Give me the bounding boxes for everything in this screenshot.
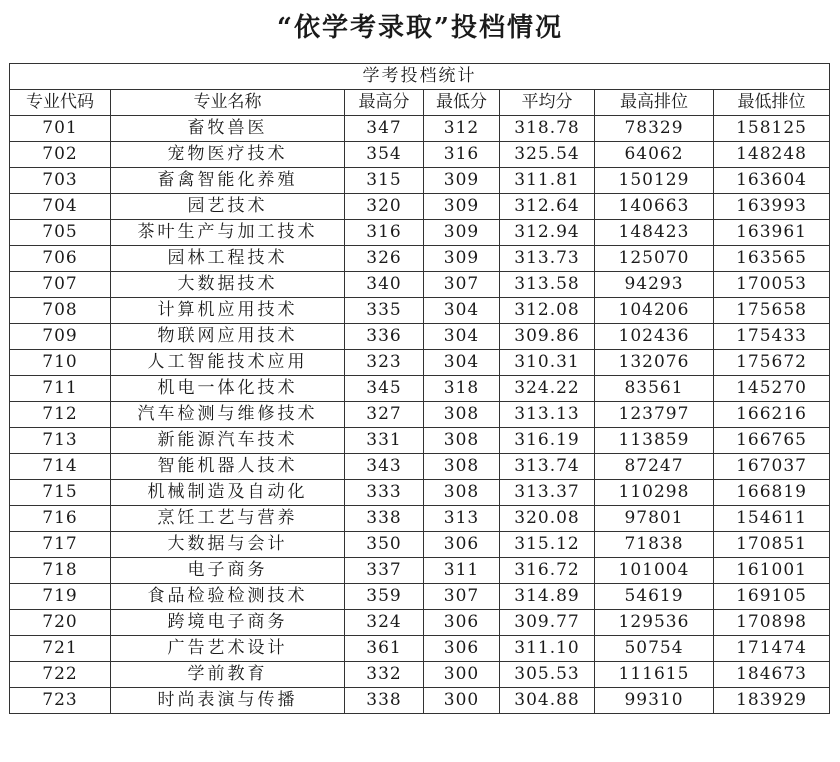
- min-score-cell: 309: [424, 194, 500, 220]
- table-row: [10, 610, 830, 636]
- max-score-cell: 327: [345, 402, 424, 428]
- avg-score-cell: 312.64: [500, 194, 595, 220]
- min-score-cell: 308: [424, 454, 500, 480]
- max-score-cell: 332: [345, 662, 424, 688]
- min-rank-cell: 145270: [714, 376, 830, 402]
- major-code-cell: 707: [10, 272, 111, 298]
- avg-score-cell: 315.12: [500, 532, 595, 558]
- min-score-cell: 307: [424, 584, 500, 610]
- major-code-cell: 718: [10, 558, 111, 584]
- avg-score-cell: 305.53: [500, 662, 595, 688]
- major-code-cell: 709: [10, 324, 111, 350]
- min-rank-cell: 170053: [714, 272, 830, 298]
- max-rank-cell: 129536: [595, 610, 714, 636]
- min-score-cell: 316: [424, 142, 500, 168]
- min-rank-cell: 183929: [714, 688, 830, 714]
- table-row: [10, 584, 830, 610]
- min-rank-cell: 166216: [714, 402, 830, 428]
- major-code-cell: 716: [10, 506, 111, 532]
- major-code-cell: 723: [10, 688, 111, 714]
- major-name-cell: 畜禽智能化养殖: [111, 168, 345, 194]
- min-score-cell: 308: [424, 402, 500, 428]
- min-rank-cell: 148248: [714, 142, 830, 168]
- min-score-cell: 308: [424, 428, 500, 454]
- major-name-cell: 物联网应用技术: [111, 324, 345, 350]
- table-row: [10, 142, 830, 168]
- max-score-cell: 347: [345, 116, 424, 142]
- min-rank-cell: 163604: [714, 168, 830, 194]
- avg-score-cell: 320.08: [500, 506, 595, 532]
- major-code-cell: 719: [10, 584, 111, 610]
- max-rank-cell: 78329: [595, 116, 714, 142]
- major-code-cell: 714: [10, 454, 111, 480]
- max-rank-cell: 125070: [595, 246, 714, 272]
- max-score-cell: 345: [345, 376, 424, 402]
- major-code-cell: 712: [10, 402, 111, 428]
- table-row: [10, 116, 830, 142]
- max-rank-cell: 132076: [595, 350, 714, 376]
- min-rank-cell: 171474: [714, 636, 830, 662]
- max-rank-cell: 101004: [595, 558, 714, 584]
- avg-score-cell: 314.89: [500, 584, 595, 610]
- max-score-cell: 338: [345, 506, 424, 532]
- max-rank-cell: 123797: [595, 402, 714, 428]
- major-name-cell: 畜牧兽医: [111, 116, 345, 142]
- table-row: [10, 480, 830, 506]
- table-row: [10, 428, 830, 454]
- major-code-cell: 711: [10, 376, 111, 402]
- max-rank-cell: 83561: [595, 376, 714, 402]
- major-code-cell: 721: [10, 636, 111, 662]
- avg-score-cell: 313.74: [500, 454, 595, 480]
- max-rank-cell: 71838: [595, 532, 714, 558]
- min-score-cell: 318: [424, 376, 500, 402]
- table-row: [10, 532, 830, 558]
- min-rank-cell: 154611: [714, 506, 830, 532]
- max-rank-cell: 148423: [595, 220, 714, 246]
- column-header-max-rank: 最高排位: [595, 90, 714, 116]
- max-rank-cell: 140663: [595, 194, 714, 220]
- table-row: [10, 688, 830, 714]
- min-score-cell: 300: [424, 662, 500, 688]
- min-rank-cell: 161001: [714, 558, 830, 584]
- avg-score-cell: 311.10: [500, 636, 595, 662]
- admission-score-table: [9, 63, 830, 714]
- major-code-cell: 715: [10, 480, 111, 506]
- major-name-cell: 园艺技术: [111, 194, 345, 220]
- avg-score-cell: 316.19: [500, 428, 595, 454]
- min-score-cell: 313: [424, 506, 500, 532]
- table-row: [10, 376, 830, 402]
- column-header-name: 专业名称: [111, 90, 345, 116]
- major-name-cell: 食品检验检测技术: [111, 584, 345, 610]
- max-score-cell: 316: [345, 220, 424, 246]
- major-name-cell: 广告艺术设计: [111, 636, 345, 662]
- major-name-cell: 时尚表演与传播: [111, 688, 345, 714]
- major-code-cell: 704: [10, 194, 111, 220]
- table-row: [10, 558, 830, 584]
- table-caption-row: [10, 64, 830, 90]
- max-rank-cell: 113859: [595, 428, 714, 454]
- column-header-avg-score: 平均分: [500, 90, 595, 116]
- avg-score-cell: 309.77: [500, 610, 595, 636]
- column-header-max-score: 最高分: [345, 90, 424, 116]
- avg-score-cell: 313.37: [500, 480, 595, 506]
- avg-score-cell: 304.88: [500, 688, 595, 714]
- major-code-cell: 710: [10, 350, 111, 376]
- major-code-cell: 701: [10, 116, 111, 142]
- avg-score-cell: 311.81: [500, 168, 595, 194]
- major-name-cell: 新能源汽车技术: [111, 428, 345, 454]
- min-rank-cell: 158125: [714, 116, 830, 142]
- min-score-cell: 309: [424, 246, 500, 272]
- major-name-cell: 大数据技术: [111, 272, 345, 298]
- avg-score-cell: 318.78: [500, 116, 595, 142]
- max-rank-cell: 50754: [595, 636, 714, 662]
- max-score-cell: 359: [345, 584, 424, 610]
- max-rank-cell: 97801: [595, 506, 714, 532]
- min-score-cell: 307: [424, 272, 500, 298]
- min-rank-cell: 167037: [714, 454, 830, 480]
- avg-score-cell: 312.94: [500, 220, 595, 246]
- major-code-cell: 705: [10, 220, 111, 246]
- max-rank-cell: 64062: [595, 142, 714, 168]
- major-code-cell: 722: [10, 662, 111, 688]
- avg-score-cell: 325.54: [500, 142, 595, 168]
- major-name-cell: 机电一体化技术: [111, 376, 345, 402]
- min-rank-cell: 166819: [714, 480, 830, 506]
- page-title: “依学考录取”投档情况: [277, 13, 563, 43]
- table-row: [10, 194, 830, 220]
- min-score-cell: 304: [424, 298, 500, 324]
- major-name-cell: 计算机应用技术: [111, 298, 345, 324]
- table-row: [10, 506, 830, 532]
- table-row: [10, 298, 830, 324]
- max-rank-cell: 99310: [595, 688, 714, 714]
- max-rank-cell: 111615: [595, 662, 714, 688]
- max-score-cell: 343: [345, 454, 424, 480]
- column-header-min-score: 最低分: [424, 90, 500, 116]
- table-row: [10, 454, 830, 480]
- max-score-cell: 326: [345, 246, 424, 272]
- major-name-cell: 智能机器人技术: [111, 454, 345, 480]
- min-score-cell: 304: [424, 350, 500, 376]
- min-rank-cell: 163565: [714, 246, 830, 272]
- min-rank-cell: 163961: [714, 220, 830, 246]
- avg-score-cell: 309.86: [500, 324, 595, 350]
- min-rank-cell: 169105: [714, 584, 830, 610]
- max-score-cell: 333: [345, 480, 424, 506]
- max-score-cell: 315: [345, 168, 424, 194]
- min-rank-cell: 170851: [714, 532, 830, 558]
- table-caption: 学考投档统计: [10, 64, 830, 90]
- major-name-cell: 学前教育: [111, 662, 345, 688]
- major-name-cell: 大数据与会计: [111, 532, 345, 558]
- max-rank-cell: 102436: [595, 324, 714, 350]
- max-score-cell: 337: [345, 558, 424, 584]
- major-name-cell: 宠物医疗技术: [111, 142, 345, 168]
- major-name-cell: 机械制造及自动化: [111, 480, 345, 506]
- major-code-cell: 720: [10, 610, 111, 636]
- avg-score-cell: 312.08: [500, 298, 595, 324]
- max-score-cell: 336: [345, 324, 424, 350]
- avg-score-cell: 313.58: [500, 272, 595, 298]
- max-score-cell: 320: [345, 194, 424, 220]
- major-name-cell: 烹饪工艺与营养: [111, 506, 345, 532]
- min-rank-cell: 175658: [714, 298, 830, 324]
- max-score-cell: 335: [345, 298, 424, 324]
- avg-score-cell: 310.31: [500, 350, 595, 376]
- max-score-cell: 331: [345, 428, 424, 454]
- max-score-cell: 361: [345, 636, 424, 662]
- major-name-cell: 园林工程技术: [111, 246, 345, 272]
- max-rank-cell: 104206: [595, 298, 714, 324]
- min-score-cell: 306: [424, 532, 500, 558]
- major-name-cell: 汽车检测与维修技术: [111, 402, 345, 428]
- min-score-cell: 312: [424, 116, 500, 142]
- major-code-cell: 703: [10, 168, 111, 194]
- table-row: [10, 168, 830, 194]
- avg-score-cell: 313.13: [500, 402, 595, 428]
- min-rank-cell: 170898: [714, 610, 830, 636]
- max-rank-cell: 87247: [595, 454, 714, 480]
- min-rank-cell: 175672: [714, 350, 830, 376]
- table-row: [10, 636, 830, 662]
- max-score-cell: 350: [345, 532, 424, 558]
- min-score-cell: 306: [424, 636, 500, 662]
- table-row: [10, 246, 830, 272]
- min-score-cell: 309: [424, 168, 500, 194]
- min-score-cell: 309: [424, 220, 500, 246]
- avg-score-cell: 316.72: [500, 558, 595, 584]
- max-rank-cell: 110298: [595, 480, 714, 506]
- major-code-cell: 717: [10, 532, 111, 558]
- max-rank-cell: 150129: [595, 168, 714, 194]
- max-score-cell: 324: [345, 610, 424, 636]
- max-rank-cell: 54619: [595, 584, 714, 610]
- major-name-cell: 人工智能技术应用: [111, 350, 345, 376]
- avg-score-cell: 324.22: [500, 376, 595, 402]
- major-code-cell: 713: [10, 428, 111, 454]
- table-header-row: [10, 90, 830, 116]
- max-score-cell: 354: [345, 142, 424, 168]
- table-body: [10, 116, 830, 714]
- min-score-cell: 300: [424, 688, 500, 714]
- table-row: [10, 402, 830, 428]
- avg-score-cell: 313.73: [500, 246, 595, 272]
- min-score-cell: 306: [424, 610, 500, 636]
- min-score-cell: 311: [424, 558, 500, 584]
- table-row: [10, 220, 830, 246]
- major-name-cell: 电子商务: [111, 558, 345, 584]
- min-rank-cell: 163993: [714, 194, 830, 220]
- table-row: [10, 350, 830, 376]
- min-score-cell: 304: [424, 324, 500, 350]
- max-rank-cell: 94293: [595, 272, 714, 298]
- min-rank-cell: 175433: [714, 324, 830, 350]
- min-score-cell: 308: [424, 480, 500, 506]
- min-rank-cell: 166765: [714, 428, 830, 454]
- max-score-cell: 340: [345, 272, 424, 298]
- major-code-cell: 702: [10, 142, 111, 168]
- major-name-cell: 跨境电子商务: [111, 610, 345, 636]
- major-name-cell: 茶叶生产与加工技术: [111, 220, 345, 246]
- min-rank-cell: 184673: [714, 662, 830, 688]
- major-code-cell: 706: [10, 246, 111, 272]
- table-row: [10, 324, 830, 350]
- major-code-cell: 708: [10, 298, 111, 324]
- table-row: [10, 662, 830, 688]
- max-score-cell: 338: [345, 688, 424, 714]
- column-header-code: 专业代码: [10, 90, 111, 116]
- table-row: [10, 272, 830, 298]
- max-score-cell: 323: [345, 350, 424, 376]
- column-header-min-rank: 最低排位: [714, 90, 830, 116]
